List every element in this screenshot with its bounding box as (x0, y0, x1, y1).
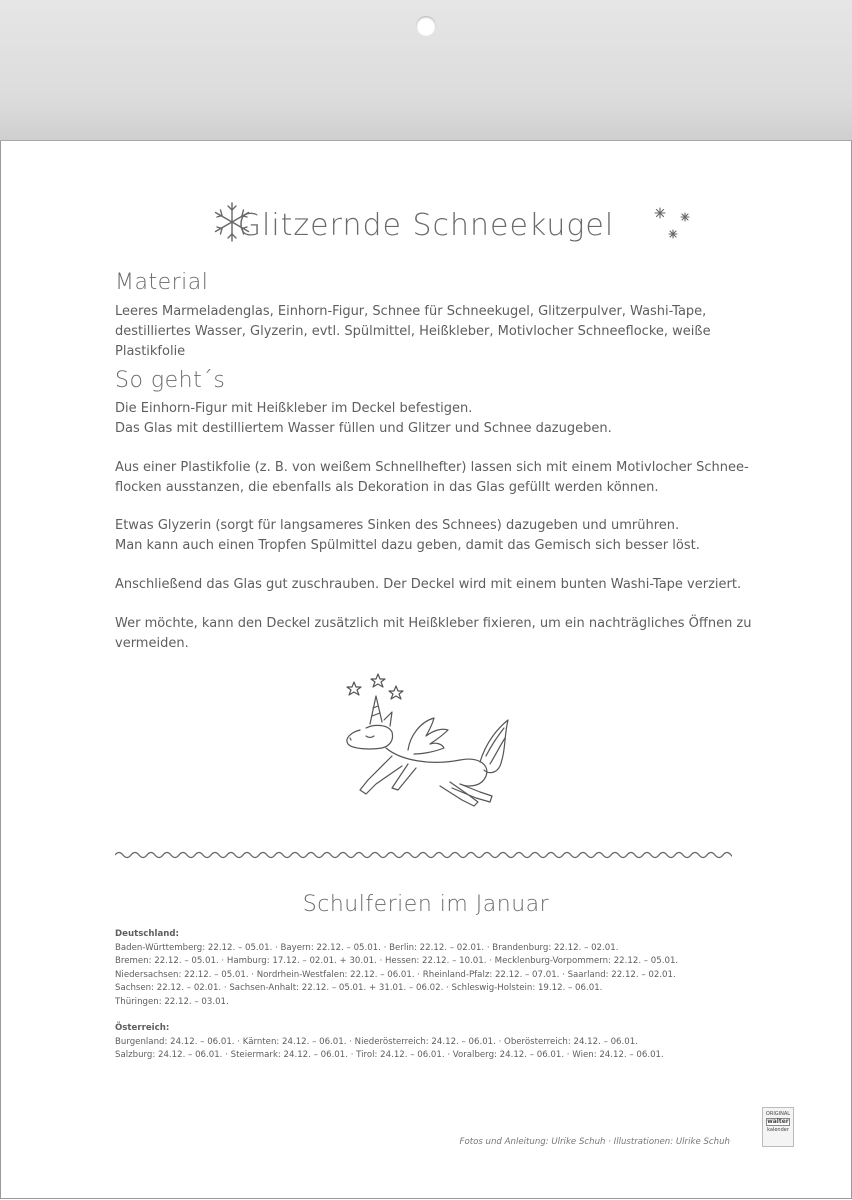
country-label-austria: Österreich: (115, 1023, 170, 1033)
badge-brand-text: walter (767, 1118, 789, 1125)
material-text (115, 302, 755, 362)
wavy-divider (115, 848, 732, 862)
calendar-binding (0, 0, 852, 141)
instruction-paragraph-4 (115, 575, 755, 595)
instruction-line: Anschließend das Glas gut zuschrauben. Der Deckel wird mit einem bunten Washi-Tape verziert. (115, 577, 742, 592)
instructions-heading: So geht´s (115, 368, 226, 393)
instruction-paragraph-1 (115, 399, 755, 439)
holidays-germany (115, 928, 755, 1009)
hanging-hole (416, 16, 436, 36)
material-list: Leeres Marmeladenglas, Einhorn-Figur, Schnee für Schneekugel, Glitzerpulver, Washi-Tape, destilliertes Wasser, Glyzerin, evtl. Spülmittel, Heißkleber, Motivlocher Schneeflocke, weiße Plastikfolie (115, 304, 711, 359)
instruction-line: vermeiden. (115, 636, 189, 651)
instruction-paragraph-3 (115, 516, 755, 556)
holiday-line: Baden-Württemberg: 22.12. – 05.01. · Bayern: 22.12. – 05.01. · Berlin: 22.12. – 02.01. · Brandenburg: 22.12. – 02.01. (115, 942, 619, 953)
instruction-line: Etwas Glyzerin (sorgt für langsameres Sinken des Schnees) dazugeben und umrühren. (115, 518, 680, 533)
holiday-line: Thüringen: 22.12. – 03.01. (115, 996, 229, 1007)
instruction-line: Aus einer Plastikfolie (z. B. von weißem Schnellhefter) lassen sich mit einem Motivlocher Schnee- (115, 460, 749, 475)
walter-kalender-logo (762, 1107, 794, 1147)
instruction-line: Das Glas mit destilliertem Wasser füllen und Glitzer und Schnee dazugeben. (115, 421, 612, 436)
sparkle-stars-icon (650, 205, 694, 241)
page-title: Glitzernde Schneekugel (237, 208, 615, 243)
instruction-line: flocken ausstanzen, die ebenfalls als Dekoration in das Glas gefüllt werden können. (115, 480, 659, 495)
holidays-heading: Schulferien im Januar (302, 892, 550, 917)
material-heading: Material (115, 270, 209, 295)
holiday-line: Bremen: 22.12. – 05.01. · Hamburg: 17.12. – 02.01. + 30.01. · Hessen: 22.12. – 10.01. · Mecklenburg-Vorpommern: 22.12. – 05.01. (115, 956, 679, 966)
holiday-line: Sachsen: 22.12. – 02.01. · Sachsen-Anhalt: 22.12. – 05.01. + 31.01. – 06.02. · Schleswig-Holstein: 19.12. – 06.01. (115, 983, 603, 993)
holidays-austria (115, 1022, 755, 1063)
holiday-line: Niedersachsen: 22.12. – 05.01. · Nordrhein-Westfalen: 22.12. – 06.01. · Rheinland-Pfalz: 22.12. – 07.01. · Saarland: 22.12. – 02.01. (115, 969, 676, 980)
unicorn-illustration (330, 670, 510, 815)
holiday-line: Salzburg: 24.12. – 06.01. · Steiermark: 24.12. – 06.01. · Tirol: 24.12. – 06.01. · Voralberg: 24.12. – 06.01. · Wien: 24.12. – 06.01. (115, 1050, 664, 1060)
instruction-paragraph-5 (115, 614, 755, 654)
badge-top-text: ORIGINAL (765, 1111, 791, 1117)
instruction-paragraph-2 (115, 458, 755, 498)
instruction-line: Man kann auch einen Tropfen Spülmittel dazu geben, damit das Gemisch sich besser löst. (115, 538, 700, 553)
credits: Fotos und Anleitung: Ulrike Schuh · Illustrationen: Ulrike Schuh (459, 1137, 730, 1147)
instruction-line: Wer möchte, kann den Deckel zusätzlich mit Heißkleber fixieren, um ein nachträgliches Öffnen zu (115, 616, 752, 631)
instruction-line: Die Einhorn-Figur mit Heißkleber im Deckel befestigen. (115, 401, 473, 416)
country-label-germany: Deutschland: (115, 929, 179, 939)
holiday-line: Burgenland: 24.12. – 06.01. · Kärnten: 24.12. – 06.01. · Niederösterreich: 24.12. – 06.01. · Oberösterreich: 24.12. – 06.01. (115, 1036, 638, 1047)
badge-sub-text: kalender (767, 1127, 789, 1133)
